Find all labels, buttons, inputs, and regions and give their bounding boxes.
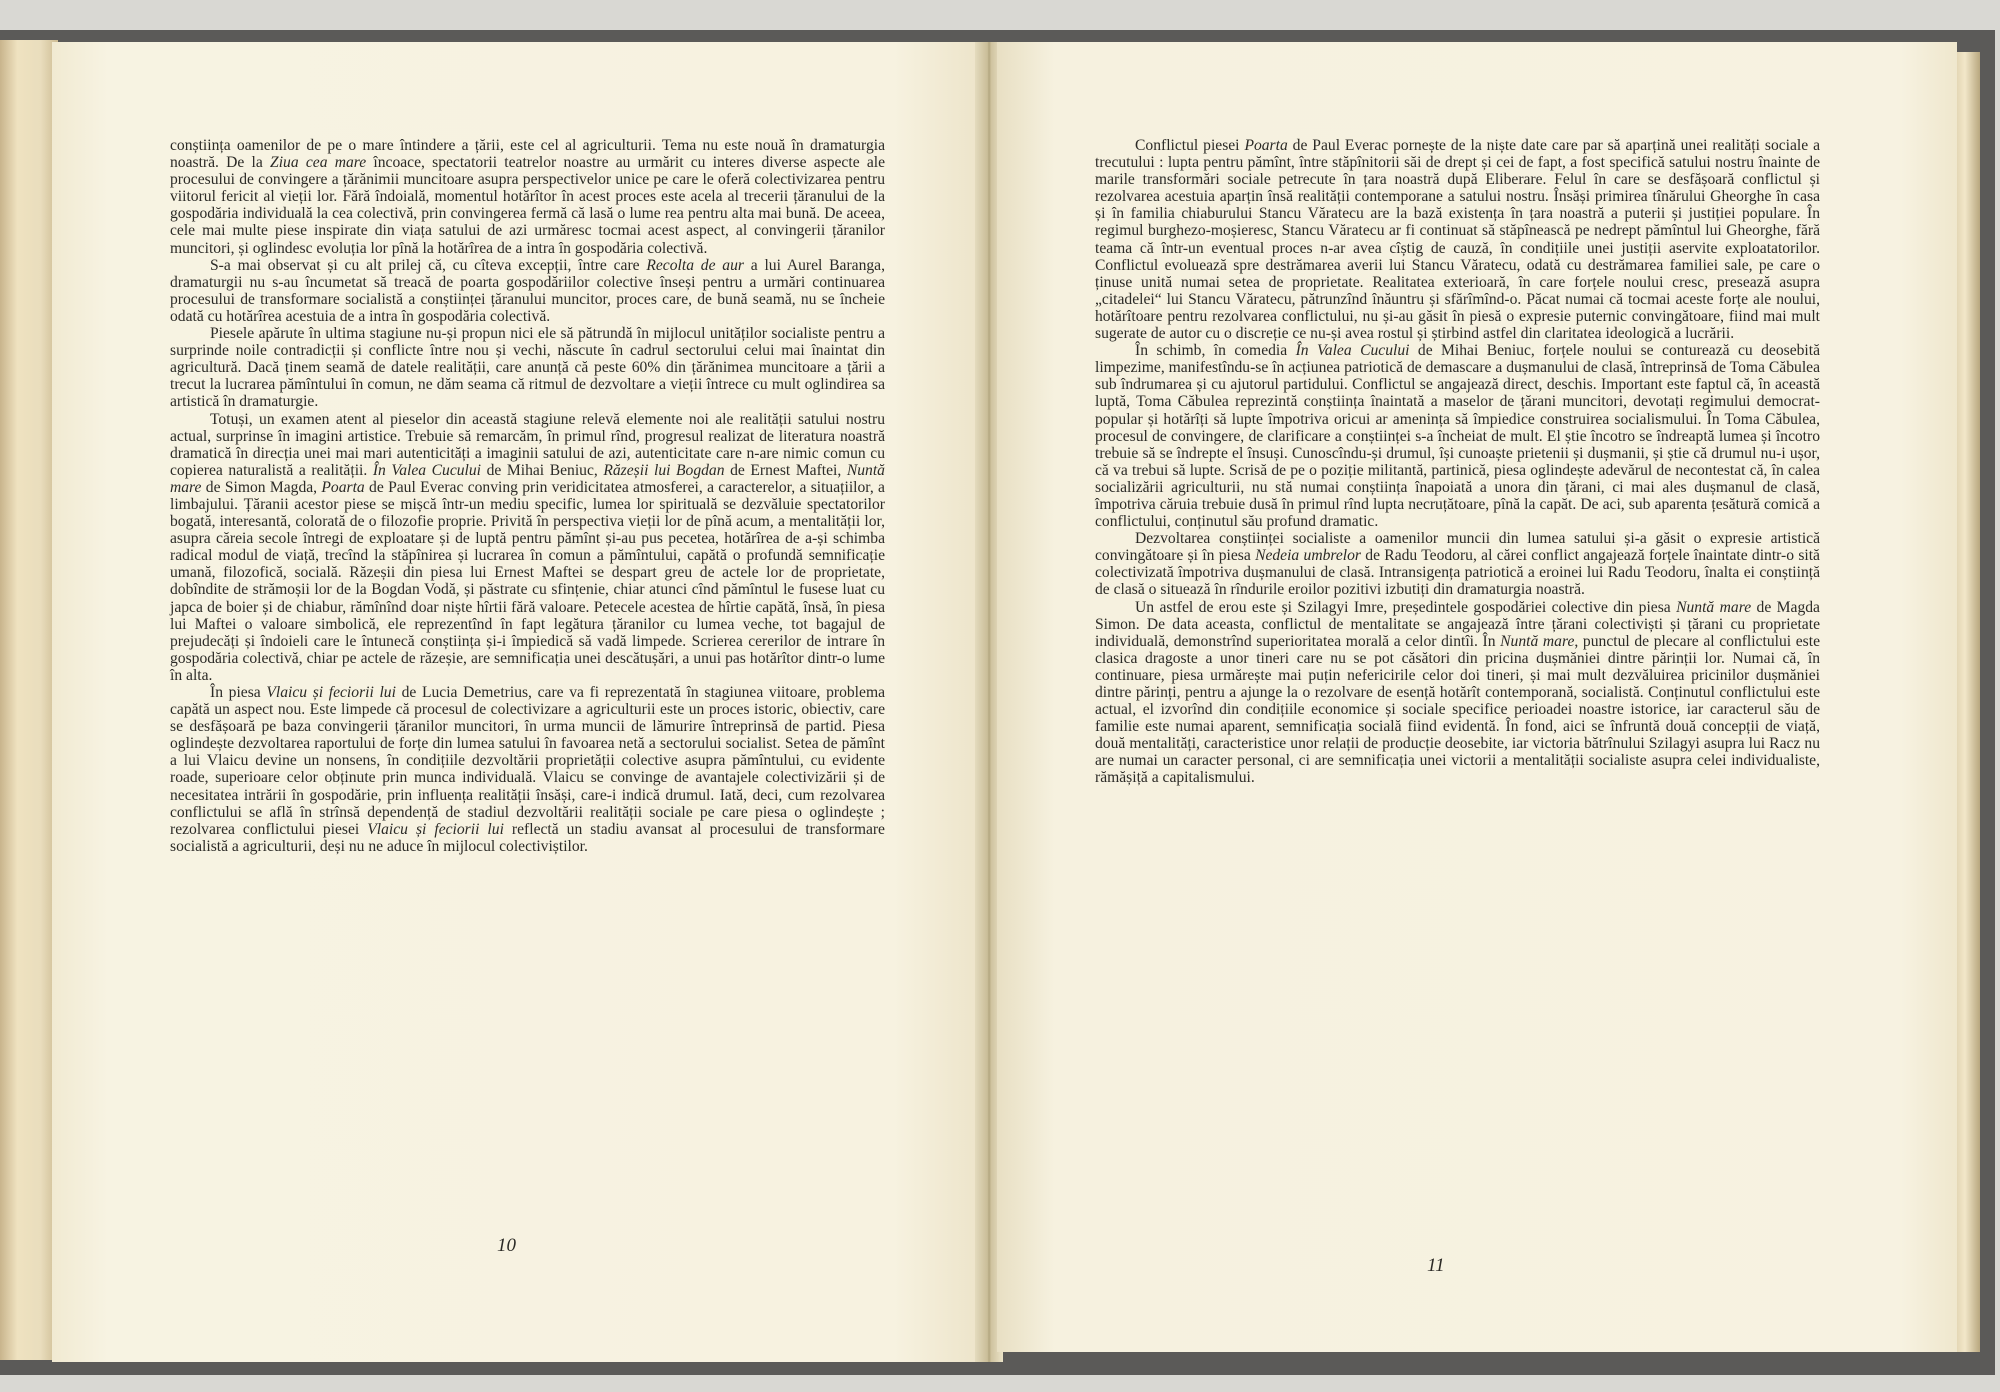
- text-run: de Mihai Beniuc, forțele noului se conturează cu deosebită limpezime, manifestîndu-se în acțiunea patriotică de demascare a dușmanului de clasă, întreprinsă de Toma Căbulea sub îndrumarea și cu ajutorul partidului. Conflictul se angajează direct, deschis. Important este faptul că, în această luptă, Toma Căbulea reprezintă conștiința înaintată a maselor de țărani muncitori, devotați regimului democrat-popular și hotărîți să lupte împotriva oricui ar amenința să împiedice construirea socialismului. În Toma Căbulea, procesul de convingere, de clarificare a conștiinței s-a încheiat de mult. El știe încotro se îndreaptă lumea și încotro trebuie să se îndrepte el însuși. Cunoscîndu-și drumul, își cunoaște prietenii și dușmanii, și știe că drumul nu-i ușor, că va trebui să lupte. Scrisă de pe o poziție militantă, partinică, piesa oglindește adevărul de necontestat că, în calea socializării agriculturii, nu stă numai conștiința înapoiată a unora din țărani, ci mai ales dușmanul de clasă, împotriva căruia trebuie dusă în primul rînd lupta necruțătoare, pînă la capăt. De aci, sub aparenta țesătură comică a conflictului, conținutul său profund dramatic.: [1095, 342, 1821, 531]
- text-run: reflectă un stadiu avansat al procesului de transformare socialistă a agriculturii, deși nu ne aduce în mijlocul colectiviștilor.: [170, 820, 885, 855]
- paragraph: [1095, 137, 1820, 342]
- text-run: , punctul de plecare al conflictului este clasica dragoste a unor tineri care nu se pot căsători din pricina dușmăniei dintre părinții lor. Numai că, în continuare, piesa urmărește mai puțin nefericirile celor doi tineri, și mai mult dezvăluirea pricinilor dușmăniei dintre părinți, pentru a ajunge la o rezolvare de esență hotărît contemporană, socialistă. Conținutul conflictului este actual, el izvorînd din condițiile economice și sociale specifice perioadei noastre istorice, iar caracterul său de familie este numai aparent, semnificația socială fiind evidentă. În fond, aici se înfruntă două concepții de viață, două mentalități, caracteristice unor relații de producție deosebite, iar victoria bătrînului Szilagyi asupra lui Racz nu are numai un caracter personal, ci are semnificația unei victorii a mentalității socialiste asupra celei individualiste, rămășiță a capitalismului.: [1095, 632, 1820, 787]
- italic-title: Vlaicu și feciorii lui: [266, 684, 396, 701]
- italic-title: Poarta: [321, 478, 365, 496]
- right-page-number: 11: [1427, 1255, 1445, 1276]
- text-run: a lui Aurel Baranga, dramaturgii nu s-au încumetat să treacă de poarta gospodăriilor colective înseși pentru a urmări continuarea procesului de transformare socialistă a conștiinței țăranului muncitor, proces care, de bună seamă, nu se încheie odată cu hotărîrea acestuia de a intra în gospodăria colectivă.: [170, 256, 885, 325]
- left-page-body-text: [170, 137, 885, 855]
- italic-title: Răzeșii lui Bogdan: [603, 461, 725, 479]
- text-run: de Paul Everac pornește de la niște date care par să aparțină unei realități sociale a trecutului : lupta pentru pămînt, între stăpînitorii săi de drept și cei de fapt, a fost specifică satului nostru înainte de marile transformări sociale petrecute în țara noastră după Eliberare. Felul în care se desfășoară conflictul și rezolvarea acestuia aparțin însă realității contemporane a satului nostru. Însăși primirea tînărului Gheorghe în casa și în familia chiaburului Stancu Văratecu are la bază existența în țara noastră a puterii și justiției populare. În regimul burghezo-moșieresc, Stancu Văratecu ar fi continuat să stăpînească pe nedrept pămîntul lui Gheorghe, fără teama că într-un eventual proces n-ar avea cîștig de cauză, în condițiile unei justiții aservite exploatatorilor. Conflictul evoluează spre destrămarea averii lui Stancu Văratecu, odată cu destrămarea familiei sale, pe care o ținuse unită numai setea de proprietate. Realitatea exterioară, în care forțele noului cresc, presează asupra „citadelei“ lui Stancu Văratecu, pătrunzînd înăuntru și sfărîmînd-o. Păcat numai că tocmai aceste forțe ale noului, hotărîtoare pentru rezolvarea conflictului, nu și-au găsit în piesă o expresie puternic convingătoare, fiind mai mult sugerate de autor cu o discreție ce nu-și avea rostul și știrbind astfel din claritatea ideologică a lucrării.: [1095, 137, 1821, 343]
- text-run: În schimb, în comedia: [1135, 342, 1296, 360]
- text-run: de Mihai Beniuc,: [481, 461, 604, 479]
- italic-title: Recolta de aur: [646, 256, 744, 274]
- paragraph: [170, 411, 885, 685]
- left-page: [52, 42, 987, 1362]
- text-run: de Paul Everac conving prin veridicitatea atmosferei, a caracterelor, a situațiilor, a limbajului. Țăranii acestor piese se mișcă într-un mediu specific, lumea lor spirituală se dezvăluie spectatorilor bogată, interesantă, colorată de o filozofie proprie. Privită în perspectiva vieții lor de pînă acum, a mentalității lor, asupra căreia secole întregi de exploatare și de luptă pentru pămînt și-au pus pecetea, hotărîrea de a-și schimba radical modul de viață, trecînd la stăpînirea și lucrarea în comun a pămîntului, capătă o profundă semnificație umană, filozofică, socială. Răzeșii din piesa lui Ernest Maftei se despart greu de actele lor de proprietate, dobîndite de strămoșii lor de la Bogdan Vodă, și păstrate cu sfințenie, chiar atunci cînd pămîntul le fusese luat cu japca de boier și de chiabur, rămînînd doar niște hîrtii fără valoare. Petecele acestea de hîrtie capătă, însă, în piesa lui Maftei o valoare simbolică, ele reprezentînd în fapt legătura țăranilor cu lumea veche, tot bagajul de prejudecăți și îndoieli care le întunecă conștiința și-i împiedică să vadă limpede. Scrierea cererilor de intrare în gospodăria colectivă, chiar pe actele de răzeșie, are semnificația unei descătușări, a unui pas hotărîtor dintr-o lume în alta.: [170, 478, 885, 684]
- text-run: de Ernest Maftei,: [724, 461, 847, 479]
- text-run: de Simon Magda,: [201, 478, 322, 496]
- text-run: de Lucia Demetrius, care va fi reprezentată în stagiunea viitoare, problema capătă un aspect nou. Este limpede că procesul de colectivizare a agriculturii este un proces istoric, obiectiv, care se desfășoară pe baza convingerii țăranilor muncitori, în urma muncii de lămurire întreprinsă de partid. Piesa oglindește dezvoltarea raportului de forțe din lumea satului în favoarea netă a sectorului socialist. Setea de pămînt a lui Vlaicu devine un nonsens, în condițiile dezvoltării proprietății colective asupra pămîntului, cu evidente roade, superioare celor obținute prin munca individuală. Vlaicu se convinge de avantajele colectivizării și de necesitatea intrării în gospodărie, prin influența realității însăși, care-i indică drumul. Iată, deci, cum rezolvarea conflictului se află în strînsă dependență de stadiul dezvoltării realității sociale pe care piesa o oglindește ; rezolvarea conflictului piesei: [170, 684, 885, 838]
- paragraph: [170, 325, 885, 410]
- paragraph: [1095, 599, 1820, 787]
- italic-title: În Valea Cucului: [1295, 342, 1410, 360]
- left-page-number: 10: [497, 1235, 516, 1256]
- paragraph: [170, 257, 885, 325]
- text-run: Conflictul piesei: [1135, 137, 1245, 154]
- right-page-body-text: [1095, 137, 1820, 787]
- text-run: Piesele apărute în ultima stagiune nu-și propun nici ele să pătrundă în mijlocul unităților socialiste pentru a surprinde noile contradicții și conflicte între nou și vechi, născute în cadrul sectorului celui mai înaintat din agricultură. Dacă ținem seamă de datele realității, care anunță că peste 60% din țărănimea muncitoare a țării a trecut la lucrarea pămîntului în comun, ne dăm seama că ritmul de dezvoltare a vieții întrece cu mult oglindirea sa artistică în dramaturgie.: [170, 325, 885, 411]
- right-page: [997, 42, 1957, 1352]
- text-run: Un astfel de erou este și Szilagyi Imre, președintele gospodăriei colective din piesa: [1135, 598, 1677, 616]
- text-run: conștiința oamenilor de pe o mare întindere a țării, este cel al agriculturii. Tema nu este nouă în dramaturgia noastră. De la: [170, 137, 885, 172]
- italic-title: Nuntă mare: [1500, 632, 1575, 650]
- paragraph: [1095, 530, 1820, 598]
- italic-title: Poarta: [1244, 137, 1288, 154]
- paragraph: [170, 137, 885, 257]
- text-run: Totuși, un examen atent al pieselor din această stagiune relevă elemente noi ale realității satului nostru actual, surprinse în imagini artistice. Trebuie să remarcăm, în primul rînd, progresul realizat de literatura noastră dramatică în direcția unei mai mari autenticități a imaginii satului de azi, autenticitate care n-are nimic comun cu copierea naturalistă a realității.: [170, 410, 885, 479]
- text-run: încoace, spectatorii teatrelor noastre au urmărit cu interes diverse aspecte ale procesului de convingere a țărănimii muncitoare asupra perspectivelor unice pe care le oferă colectivizarea pentru viitorul fericit al vieții lor. Fără îndoială, momentul hotărîtor în acest proces este acela al trecerii țăranului de la gospodăria individuală la cea colectivă, prin convingerea fermă că lasă o lume rea pentru alta mai bună. De aceea, cele mai multe piese inspirate din viața satului de azi urmăresc tocmai acest aspect, al convingerii țăranilor muncitori, și oglindesc evoluția lor pînă la hotărîrea de a intra în gospodăria colectivă.: [170, 154, 886, 257]
- italic-title: Vlaicu și feciorii lui: [367, 820, 504, 838]
- paragraph: [1095, 342, 1820, 530]
- italic-title: Nuntă mare: [170, 461, 885, 496]
- text-run: de Magda Simon. De data aceasta, conflictul de mentalitate se angajează între țărani colectiviști și țărani cu proprietate individuală, demonstrînd superioritatea morală a celor dintîi. În: [1095, 598, 1820, 650]
- italic-title: În Valea Cucului: [372, 461, 482, 479]
- text-run: de Radu Teodoru, al cărei conflict angajează forțele înaintate dintr-o sită colectivizată împotriva dușmanului de clasă. Intransigența patriotică a eroinei lui Radu Teodoru, înalta ei conștiință de clasă o situează în rîndurile eroilor pozitivi izbutiți din dramaturgia noastră.: [1095, 547, 1820, 599]
- text-run: În piesa: [210, 684, 267, 701]
- text-run: S-a mai observat și cu alt prilej că, cu cîteva excepții, între care: [210, 256, 647, 274]
- paragraph: [170, 684, 885, 855]
- book-cover-edge-left: [0, 40, 58, 1360]
- italic-title: Nedeia umbrelor: [1255, 547, 1361, 565]
- italic-title: Ziua cea mare: [270, 154, 367, 172]
- text-run: Dezvoltarea conștiinței socialiste a oamenilor muncii din lumea satului și-a găsit o expresie artistică convingătoare și în piesa: [1095, 530, 1820, 565]
- italic-title: Nuntă mare: [1676, 598, 1752, 616]
